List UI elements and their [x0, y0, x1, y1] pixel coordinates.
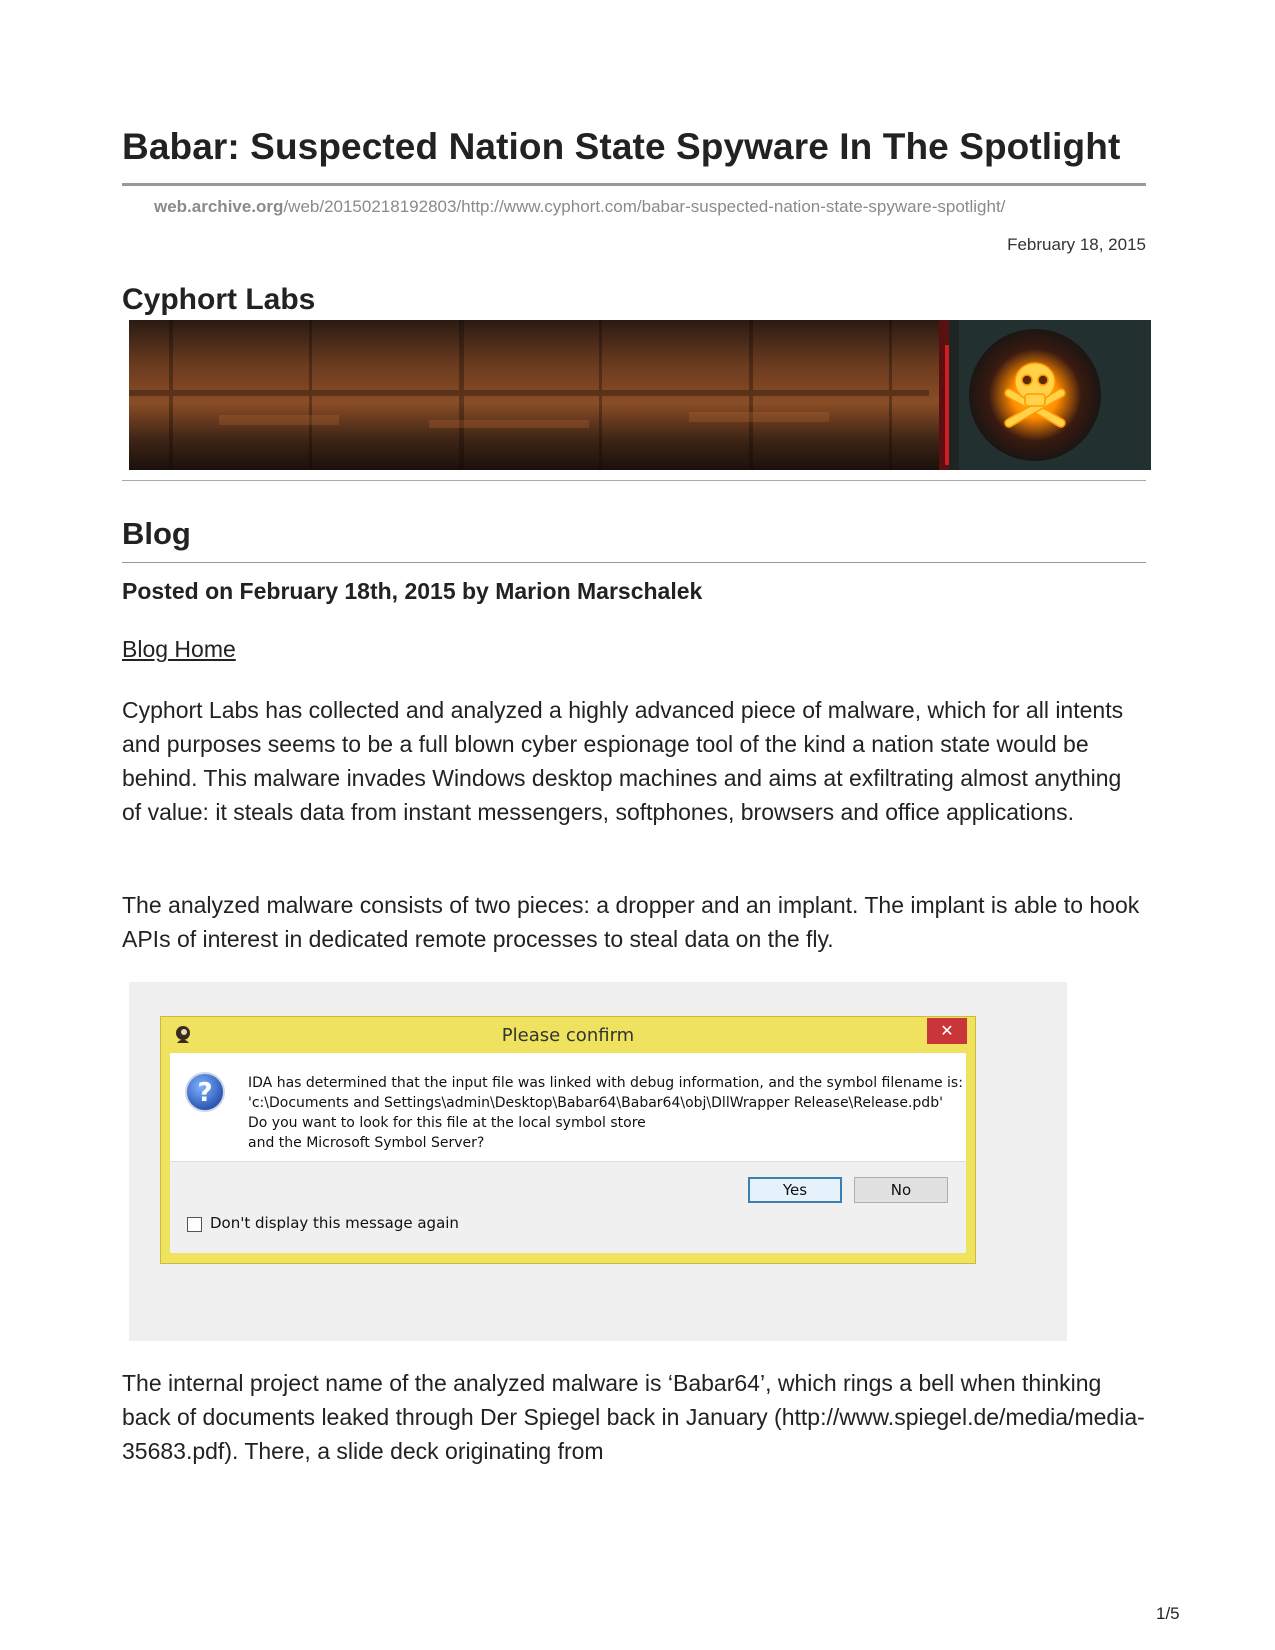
dialog-message-line: and the Microsoft Symbol Server? [248, 1135, 485, 1151]
svg-text:?: ? [197, 1078, 213, 1108]
dialog-message [248, 1073, 963, 1153]
dialog-title: Please confirm [501, 1025, 635, 1046]
page-title: Babar: Suspected Nation State Spyware In The Spotlight [122, 126, 1121, 167]
post-byline: Posted on February 18th, 2015 by Marion Marschalek [122, 578, 703, 604]
body-paragraph-2: The analyzed malware consists of two pieces: a dropper and an implant. The implant is able to hook APIs of interest in dedicated remote processes to steal data on the fly. [122, 892, 1140, 952]
dialog-message-area [170, 1053, 966, 1162]
site-banner [129, 320, 1151, 470]
dialog-body [170, 1053, 966, 1253]
source-url-domain: web.archive.org [154, 197, 284, 216]
blog-home-link[interactable]: Blog Home [122, 636, 236, 662]
source-url-path: /web/20150218192803/http://www.cyphort.com/babar-suspected-nation-state-spyware-spotlight/ [283, 197, 1006, 216]
dialog-screenshot [129, 982, 1067, 1341]
dialog-message-line: 'c:\Documents and Settings\admin\Desktop\Babar64\Babar64\obj\DllWrapper Release\Release.pdb' [248, 1095, 943, 1111]
blog-divider [122, 562, 1146, 563]
dont-display-checkbox[interactable] [187, 1217, 202, 1232]
body-paragraph-3: The internal project name of the analyzed malware is ‘Babar64’, which rings a bell when thinking back of documents leaked through Der Spiegel back in January (http://www.spiegel.de/media/media-35683.pdf). There, a slide deck originating from [122, 1370, 1145, 1464]
banner-divider [122, 480, 1146, 481]
dialog-message-line: IDA has determined that the input file was linked with debug information, and the symbol filename is: [248, 1075, 963, 1091]
body-paragraph-1: Cyphort Labs has collected and analyzed a highly advanced piece of malware, which for all intents and purposes seems to be a full blown cyber espionage tool of the kind a nation state would be behind. This malware invades Windows desktop machines and aims at exfiltrating almost anything of value: it steals data from instant messengers, softphones, browsers and office applications. [122, 697, 1124, 825]
dont-display-label: Don't display this message again [210, 1214, 459, 1232]
source-url[interactable] [154, 197, 1005, 217]
dialog-message-line: Do you want to look for this file at the local symbol store [248, 1115, 646, 1131]
blog-heading: Blog [122, 516, 191, 551]
article-date: February 18, 2015 [1007, 235, 1146, 254]
page-number: 1/5 [1156, 1604, 1180, 1623]
site-name: Cyphort Labs [122, 283, 316, 316]
no-button[interactable]: No [854, 1177, 948, 1203]
yes-button[interactable]: Yes [748, 1177, 842, 1203]
confirm-dialog [160, 1016, 976, 1264]
question-icon [184, 1071, 226, 1113]
title-divider [122, 183, 1146, 186]
close-button[interactable]: ✕ [927, 1018, 967, 1044]
